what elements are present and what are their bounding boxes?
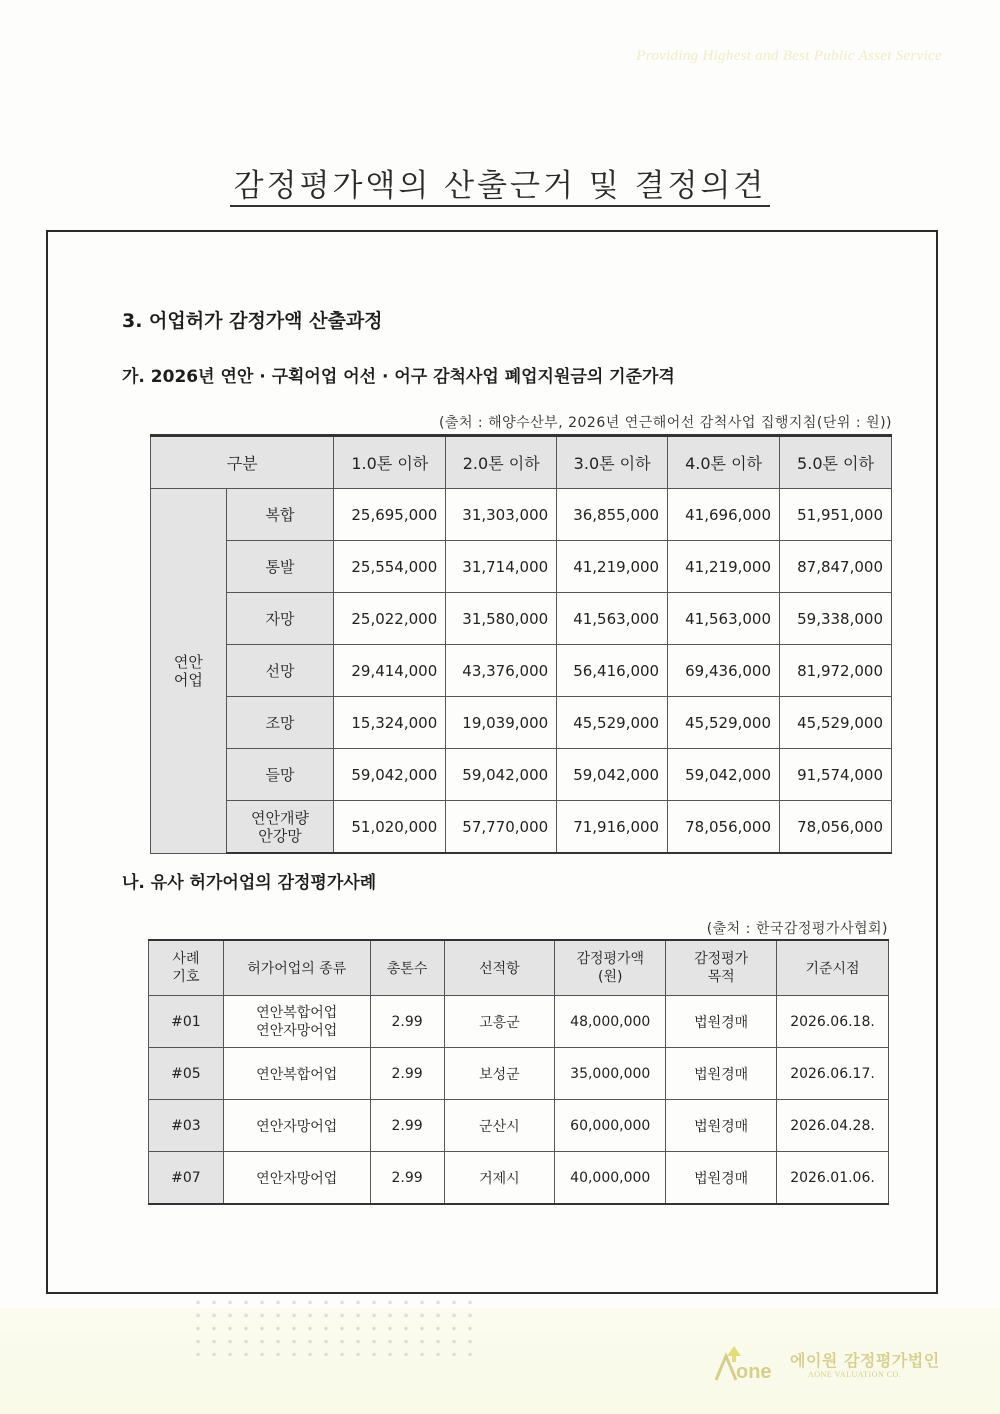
subsection-b-heading: 나. 유사 허가어업의 감정평가사례 — [122, 873, 377, 893]
header-category: 구분 — [151, 436, 334, 489]
header-tonnage: 총톤수 — [370, 940, 444, 996]
table-row — [151, 489, 892, 541]
amount: 48,000,000 — [555, 996, 666, 1048]
table-header-row — [151, 436, 892, 489]
table-cell: 29,414,000 — [334, 645, 446, 697]
header-amount — [555, 940, 666, 996]
row-label: 통발 — [226, 541, 334, 593]
table-row — [151, 593, 892, 645]
group-label-line2: 어업 — [173, 670, 203, 689]
company-name: 에이원 감정평가법인 — [790, 1351, 940, 1370]
table-cell: 41,696,000 — [668, 489, 780, 541]
row-label: 선망 — [226, 645, 334, 697]
compensation-price-table — [150, 434, 892, 854]
table-cell: 51,020,000 — [334, 801, 446, 854]
row-label-line2: 안강망 — [258, 826, 302, 845]
header-col-4: 4.0톤 이하 — [668, 436, 780, 489]
purpose: 법원경매 — [666, 1048, 777, 1100]
table-cell: 41,219,000 — [557, 541, 668, 593]
base-date: 2026.06.17. — [777, 1048, 889, 1100]
row-label: 복합 — [226, 489, 334, 541]
table-cell: 31,303,000 — [446, 489, 557, 541]
group-label-line1: 연안 — [173, 652, 203, 671]
company-name-en: AONE VALUATION CO. — [808, 1370, 902, 1379]
case-code: #01 — [149, 996, 224, 1048]
tonnage: 2.99 — [370, 996, 444, 1048]
header-fishery-type: 허가어업의 종류 — [223, 940, 370, 996]
table-cell: 43,376,000 — [446, 645, 557, 697]
purpose: 법원경매 — [666, 996, 777, 1048]
page-title — [0, 160, 1000, 205]
appraisal-cases-table — [148, 939, 889, 1205]
base-date: 2026.01.06. — [777, 1152, 889, 1205]
table-cell: 45,529,000 — [668, 697, 780, 749]
row-label-line1: 연안개량 — [251, 808, 310, 827]
port: 고흥군 — [444, 996, 555, 1048]
header-base-date: 기준시점 — [777, 940, 889, 996]
header-port: 선적항 — [444, 940, 555, 996]
watermark-text: Providing Highest and Best Public Asset Service — [636, 48, 942, 64]
fishery-type: 연안자망어업 — [223, 1152, 370, 1205]
header-col-2: 2.0톤 이하 — [446, 436, 557, 489]
table-cell: 87,847,000 — [780, 541, 892, 593]
row-label: 들망 — [226, 749, 334, 801]
port: 거제시 — [444, 1152, 555, 1205]
header-line1: 감정평가 — [694, 951, 749, 967]
table-cell: 57,770,000 — [446, 801, 557, 854]
table-cell: 36,855,000 — [557, 489, 668, 541]
case-code: #05 — [149, 1048, 224, 1100]
table-cell: 71,916,000 — [557, 801, 668, 854]
amount: 60,000,000 — [555, 1100, 666, 1152]
table-cell: 69,436,000 — [668, 645, 780, 697]
table-row — [151, 697, 892, 749]
table-cell: 41,563,000 — [557, 593, 668, 645]
table-cell: 81,972,000 — [780, 645, 892, 697]
svg-text:one: one — [736, 1361, 772, 1383]
table-cell: 59,042,000 — [557, 749, 668, 801]
header-line2: (원) — [598, 969, 623, 985]
table-cell: 45,529,000 — [780, 697, 892, 749]
table-cell: 41,563,000 — [668, 593, 780, 645]
header-col-5: 5.0톤 이하 — [780, 436, 892, 489]
purpose: 법원경매 — [666, 1152, 777, 1205]
case-code: #03 — [149, 1100, 224, 1152]
table-row — [151, 749, 892, 801]
table-cell: 59,042,000 — [334, 749, 446, 801]
table-cell: 78,056,000 — [780, 801, 892, 854]
amount: 40,000,000 — [555, 1152, 666, 1205]
table-cell: 59,042,000 — [668, 749, 780, 801]
header-line1: 사례 — [172, 951, 200, 967]
table-cell: 19,039,000 — [446, 697, 557, 749]
base-date: 2026.06.18. — [777, 996, 889, 1048]
header-case-code — [149, 940, 224, 996]
decorative-dot-pattern — [190, 1296, 480, 1366]
tonnage: 2.99 — [370, 1152, 444, 1205]
subsection-b-source: (출처 : 한국감정평가사협회) — [706, 921, 888, 937]
purpose: 법원경매 — [666, 1100, 777, 1152]
table-cell: 25,554,000 — [334, 541, 446, 593]
table-row — [151, 801, 892, 854]
company-logo — [712, 1340, 952, 1390]
table-cell: 15,324,000 — [334, 697, 446, 749]
table-row — [149, 996, 889, 1048]
fishery-type-line2: 연안자망어업 — [256, 1022, 338, 1039]
tonnage: 2.99 — [370, 1048, 444, 1100]
table-cell: 25,695,000 — [334, 489, 446, 541]
table-row — [149, 1152, 889, 1205]
amount: 35,000,000 — [555, 1048, 666, 1100]
header-line2: 기호 — [172, 969, 200, 985]
row-label: 조망 — [226, 697, 334, 749]
table-cell: 56,416,000 — [557, 645, 668, 697]
table-cell: 51,951,000 — [780, 489, 892, 541]
page-title-text: 감정평가액의 산출근거 및 결정의견 — [230, 168, 771, 207]
header-line2: 목적 — [707, 969, 735, 985]
header-col-3: 3.0톤 이하 — [557, 436, 668, 489]
port: 군산시 — [444, 1100, 555, 1152]
subsection-a-heading: 가. 2026년 연안 · 구획어업 어선 · 어구 감척사업 폐업지원금의 기준가격 — [122, 367, 675, 387]
port: 보성군 — [444, 1048, 555, 1100]
row-label — [226, 801, 334, 854]
table-row — [149, 1100, 889, 1152]
header-line1: 감정평가액 — [576, 951, 645, 967]
table-cell: 25,022,000 — [334, 593, 446, 645]
aone-logo-icon — [712, 1344, 782, 1384]
table-cell: 91,574,000 — [780, 749, 892, 801]
header-col-1: 1.0톤 이하 — [334, 436, 446, 489]
fishery-type: 연안복합어업 — [223, 1048, 370, 1100]
case-code: #07 — [149, 1152, 224, 1205]
table-cell: 41,219,000 — [668, 541, 780, 593]
table-cell: 31,714,000 — [446, 541, 557, 593]
table-row — [151, 541, 892, 593]
table-cell: 59,042,000 — [446, 749, 557, 801]
header-purpose — [666, 940, 777, 996]
fishery-type: 연안자망어업 — [223, 1100, 370, 1152]
row-label: 자망 — [226, 593, 334, 645]
fishery-type — [223, 996, 370, 1048]
subsection-a-source: (출처 : 해양수산부, 2026년 연근해어선 감척사업 집행지침(단위 : 원)) — [438, 415, 892, 431]
table-cell: 45,529,000 — [557, 697, 668, 749]
table-cell: 59,338,000 — [780, 593, 892, 645]
table-row — [149, 1048, 889, 1100]
table-cell: 78,056,000 — [668, 801, 780, 854]
group-label — [151, 489, 227, 854]
section-heading: 3. 어업허가 감정가액 산출과정 — [122, 310, 383, 332]
table-row — [151, 645, 892, 697]
table-header-row — [149, 940, 889, 996]
tonnage: 2.99 — [370, 1100, 444, 1152]
fishery-type-line1: 연안복합어업 — [256, 1004, 338, 1021]
base-date: 2026.04.28. — [777, 1100, 889, 1152]
table-cell: 31,580,000 — [446, 593, 557, 645]
